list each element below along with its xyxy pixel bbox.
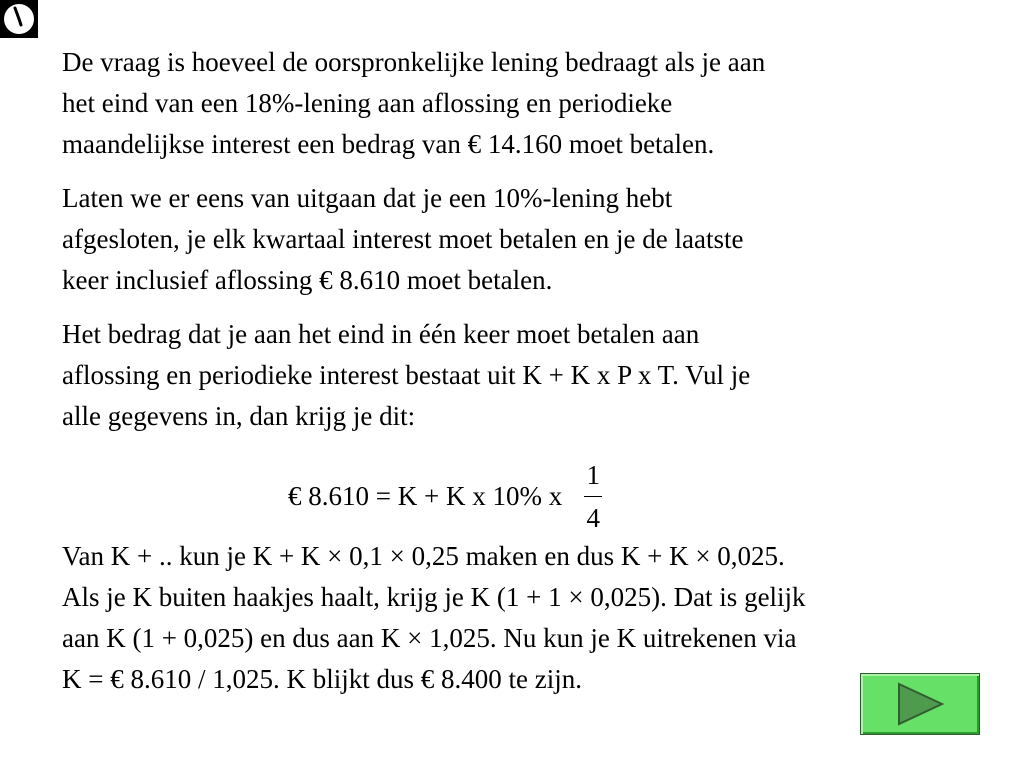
clock-icon[interactable]	[0, 0, 38, 38]
fraction-one-quarter	[584, 460, 602, 533]
paragraph-assumption: Laten we er eens van uitgaan dat je een 10%-lening hebt afgesloten, je elk kwartaal interest moet betalen en je de laatste keer inclusief aflossing € 8.610 moet betalen.	[62, 183, 744, 295]
next-slide-button[interactable]	[860, 673, 980, 735]
fraction-bar	[584, 496, 602, 497]
equation	[288, 456, 602, 536]
slide-content	[62, 42, 1012, 437]
paragraph-formula-intro: Het bedrag dat je aan het eind in één keer moet betalen aan aflossing en periodieke interest bestaat uit K + K x P x T. Vul je alle gegevens in, dan krijg je dit:	[62, 319, 751, 431]
paragraph-question: De vraag is hoeveel de oorspronkelijke lening bedraagt als je aan het eind van een 18%-lening aan aflossing en periodieke maandelijkse interest een bedrag van € 14.160 moet betalen.	[62, 47, 766, 159]
equation-text: € 8.610 = K + K x 10% x	[288, 480, 563, 511]
paragraph-explanation: Van K + .. kun je K + K × 0,1 × 0,25 maken en dus K + K × 0,025. Als je K buiten haakjes haalt, krijg je K (1 + 1 × 0,025). Dat is gelijk aan K (1 + 0,025) en dus aan K × 1,025. Nu kun je K uitrekenen via K = € 8.610 / 1,025. K blijkt dus € 8.400 te zijn.	[62, 541, 806, 694]
play-arrow-icon	[895, 681, 945, 727]
fraction-numerator: 1	[586, 459, 600, 490]
fraction-denominator: 4	[586, 502, 600, 533]
